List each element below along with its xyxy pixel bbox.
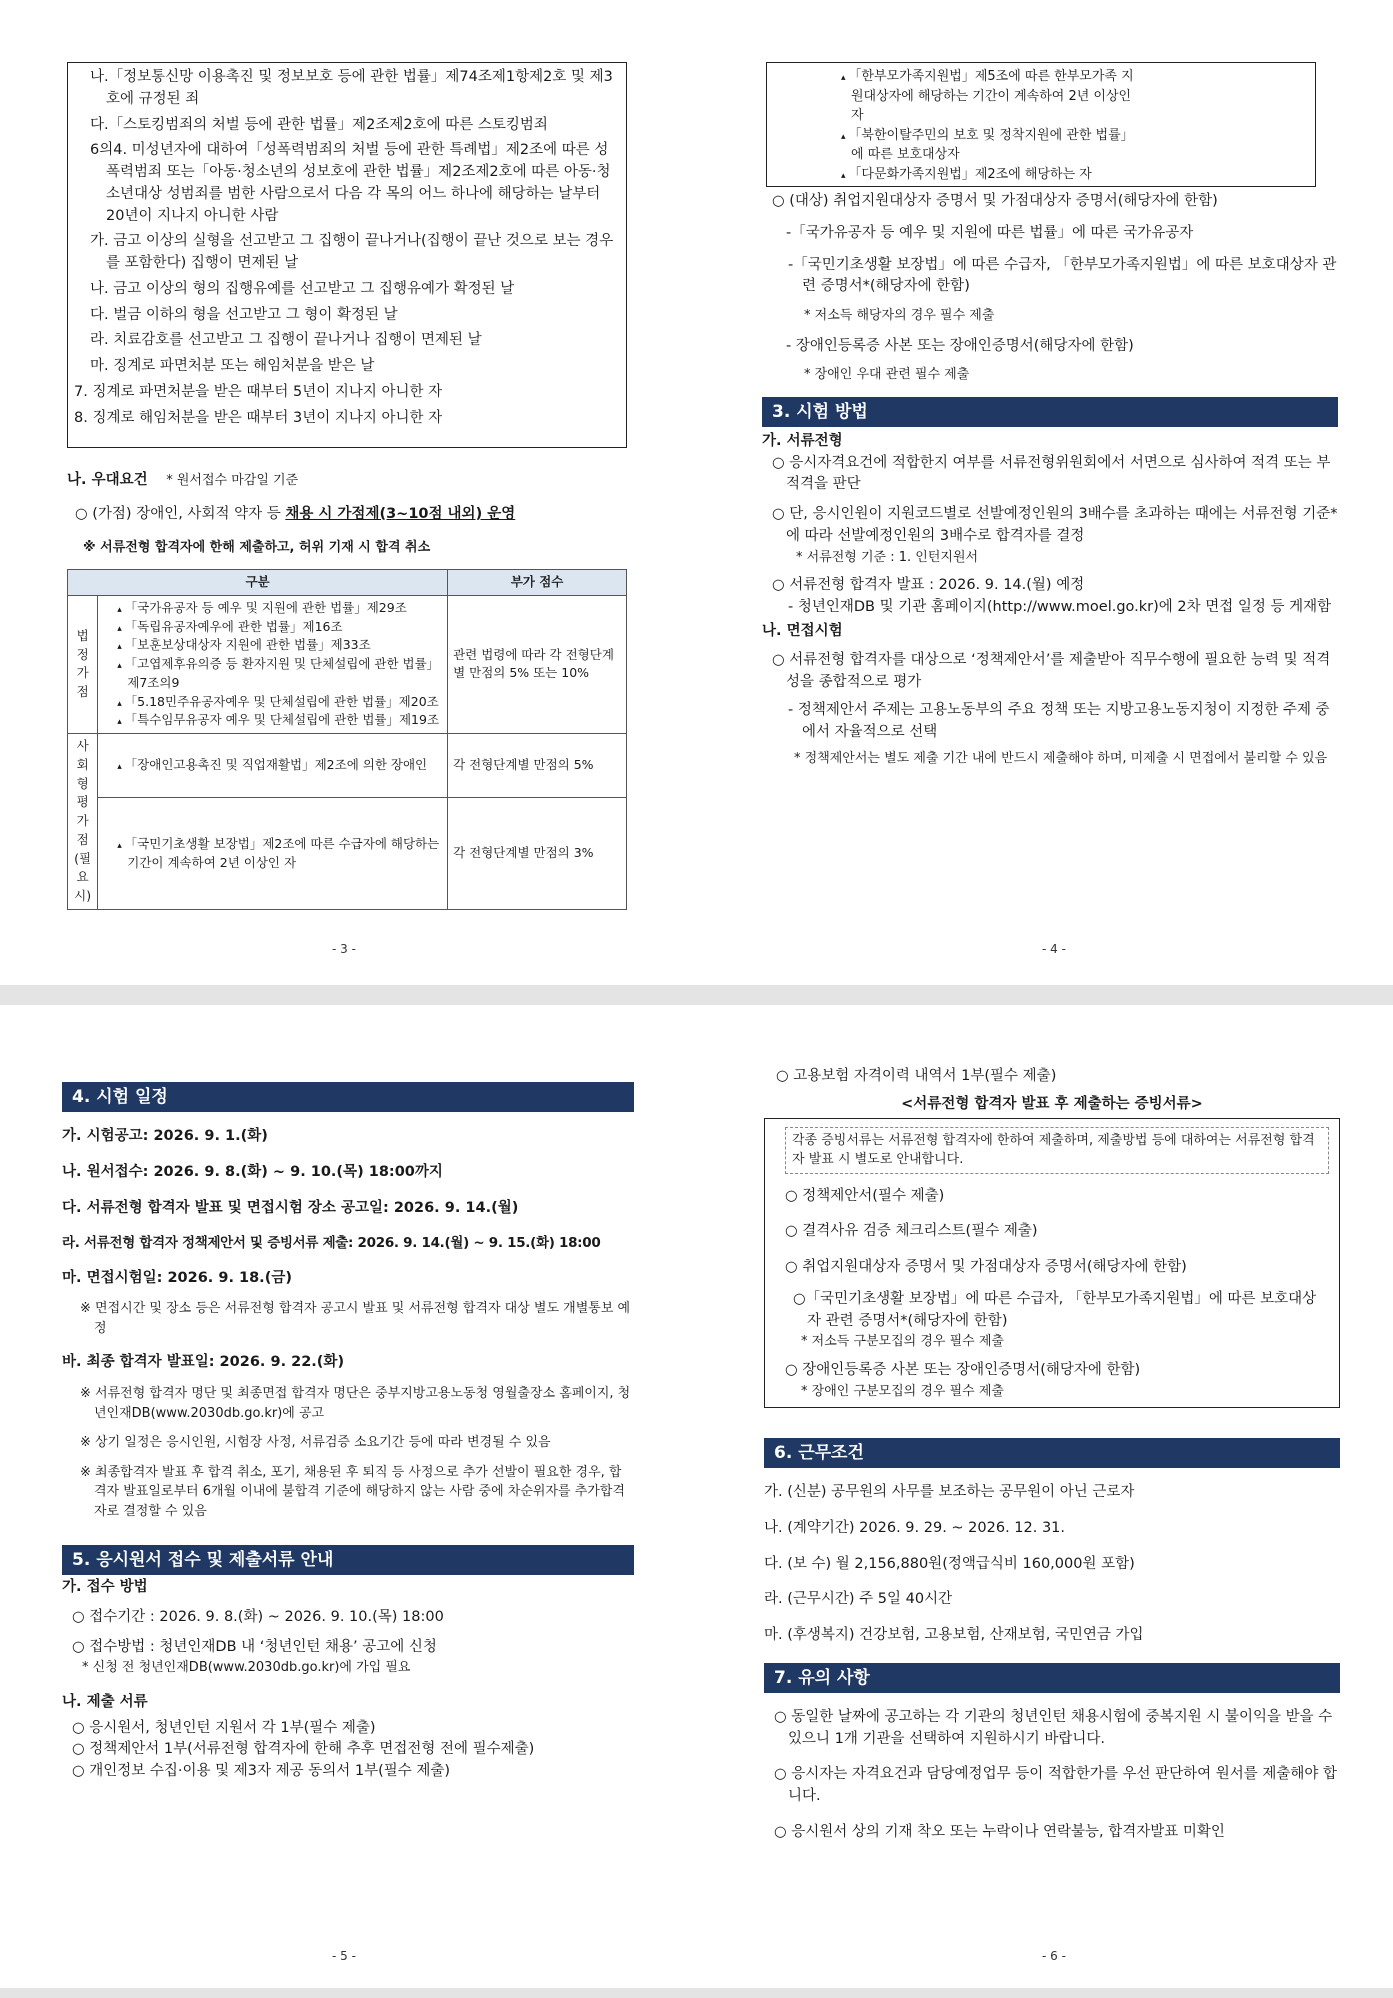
preference-warning: ※ 서류전형 합격자에 한해 제출하고, 허위 기재 시 합격 취소 (83, 539, 431, 555)
subsection-heading: 나. 면접시험 (762, 622, 843, 639)
list-note: * 서류전형 기준 : 1. 인턴지원서 (796, 549, 979, 565)
evidence-box-title: <서류전형 합격자 발표 후 제출하는 증빙서류> (901, 1095, 1203, 1112)
disqualification-box (67, 62, 627, 448)
schedule-item: 가. 시험공고: 2026. 9. 1.(화) (62, 1128, 268, 1144)
schedule-item: 마. 면접시험일: 2026. 9. 18.(금) (62, 1269, 292, 1286)
target-note: * 장애인 우대 관련 필수 제출 (804, 367, 970, 383)
schedule-item: 나. 원서접수: 2026. 9. 8.(화) ~ 9. 10.(목) 18:00까지 (62, 1163, 443, 1180)
table-row (68, 798, 627, 909)
section-title: 3. 시험 방법 (762, 397, 1338, 427)
social-item-cell (98, 734, 448, 798)
social-item: ▴ 「국민기초생활 보장법」제2조에 따른 수급자에 해당하는 기간이 계속하여 2년 이상인 자 (117, 835, 442, 873)
legal-item: ▴ 「독립유공자예우에 관한 법률」제16조 (117, 618, 442, 637)
section-title: 4. 시험 일정 (62, 1082, 634, 1112)
evidence-note: * 장애인 구분모집의 경우 필수 제출 (801, 1383, 1004, 1399)
list-item: ○ 접수방법 : 청년인재DB 내 ‘청년인턴 채용’ 공고에 신청 (72, 1638, 437, 1655)
box-item: 6의4. 미성년자에 대하여「성폭력범죄의 처벌 등에 관한 특례법」제2조에 따른 성폭력범죄 또는「아동·청소년의 성보호에 관한 법률」제2조제2호에 따른 아동·청소년대상 성범죄를 범한 사람으로서 다음 각 목의 어느 하나에 해당하는 날부터 20년이 지나지 아니한 사람 (90, 142, 611, 224)
legal-item: ▴ 「특수임무유공자 예우 및 단체설립에 관한 법률」제19조 (117, 711, 442, 730)
list-item: ○ 응시원서, 청년인턴 지원서 각 1부(필수 제출) (72, 1719, 376, 1736)
subsection-heading: 나. 제출 서류 (62, 1693, 148, 1710)
social-points: 각 전형단계별 만점의 3% (448, 798, 627, 909)
evidence-item: ○ 장애인등록증 사본 또는 장애인증명서(해당자에 한함) (785, 1361, 1141, 1378)
condition-item: 마. (후생복지) 건강보험, 고용보험, 산재보험, 국민연금 가입 (764, 1627, 1144, 1643)
list-item: ○ 단, 응시인원이 지원코드별로 선발예정인원의 3배수를 초과하는 때에는 서류전형 기준*에 따라 선발예정인원의 3배수로 합격자를 결정 (772, 506, 1338, 544)
list-item: ○ 서류전형 합격자를 대상으로 ‘정책제안서’를 제출받아 직무수행에 필요한 능력 및 적격성을 종합적으로 평가 (772, 652, 1331, 690)
schedule-note: ※ 서류전형 합격자 명단 및 최종면접 합격자 명단은 중부지방고용노동청 영월출장소 홈페이지, 청년인재DB(www.2030db.go.kr)에 공고 (80, 1386, 631, 1421)
list-item: - 정책제안서 주제는 고용노동부의 주요 정책 또는 지방고용노동지청이 지정한 주제 중에서 자율적으로 선택 (788, 701, 1330, 740)
target-sub: -「국민기초생활 보장법」에 따른 수급자, 「한부모가족지원법」에 따른 보호대상자 관련 증명서*(해당자에 한함) (788, 256, 1337, 295)
target-item: ▴ 「북한이탈주민의 보호 및 정착지원에 관한 법률」에 따른 보호대상자 (841, 126, 1141, 165)
list-item: ○ 정책제안서 1부(서류전형 합격자에 한해 추후 면접전형 전에 필수제출) (72, 1741, 535, 1758)
box-item: 가. 금고 이상의 실형을 선고받고 그 집행이 끝나거나(집행이 끝난 것으로 보는 경우를 포함한다) 집행이 면제된 날 (90, 233, 614, 271)
page-4 (762, 62, 1338, 769)
header-points: 부가 점수 (448, 570, 627, 596)
list-item: ○ 서류전형 합격자 발표 : 2026. 9. 14.(월) 예정 (772, 577, 1085, 593)
evidence-box (764, 1118, 1340, 1409)
section-title: 6. 근무조건 (764, 1438, 1340, 1468)
box-item: 나.「정보통신망 이용촉진 및 정보보호 등에 관한 법률」제74조제1항제2호 및 제3호에 규정된 죄 (90, 69, 613, 107)
social-item: ▴ 「장애인고용촉진 및 직업재활법」제2조에 의한 장애인 (117, 756, 442, 775)
evidence-item: ○ 정책제안서(필수 제출) (785, 1187, 945, 1204)
evidence-note: * 저소득 구분모집의 경우 필수 제출 (801, 1334, 1004, 1350)
caution-item: ○ 응시원서 상의 기재 착오 또는 누락이나 연락불능, 합격자발표 미확인 (774, 1823, 1225, 1840)
box-item: 라. 치료감호를 선고받고 그 집행이 끝나거나 집행이 면제된 날 (90, 332, 482, 349)
schedule-note: ※ 상기 일정은 응시인원, 시험장 사정, 서류검증 소요기간 등에 따라 변경될 수 있음 (80, 1435, 551, 1450)
preference-note: * 원서접수 마감일 기준 (166, 473, 299, 488)
schedule-item: 다. 서류전형 합격자 발표 및 면접시험 장소 공고일: 2026. 9. 14.(월) (62, 1199, 519, 1216)
box-item: 나. 금고 이상의 형의 집행유예를 선고받고 그 집행유예가 확정된 날 (90, 280, 515, 297)
header-category: 구분 (68, 570, 448, 596)
box-item: 마. 징계로 파면처분 또는 해임처분을 받은 날 (90, 358, 375, 374)
preference-bullet (67, 504, 627, 526)
legal-label: 법정 가점 (68, 595, 98, 733)
page-3 (67, 62, 627, 910)
evidence-item: ○ 결격사유 검증 체크리스트(필수 제출) (785, 1223, 1038, 1240)
legal-points: 관련 법령에 따라 각 전형단계 별 만점의 5% 또는 10% (448, 595, 627, 733)
page-bottom-separator (0, 1988, 1393, 1998)
schedule-note: ※ 최종합격자 발표 후 합격 취소, 포기, 채용된 후 퇴직 등 사정으로 추가 선발이 필요한 경우, 합격자 발표일로부터 6개월 이내에 불합격 기준에 해당하지 않는 사람 중에 차순위자를 추가합격자로 결정할 수 있음 (80, 1464, 625, 1519)
preference-heading (67, 470, 627, 492)
evidence-notice: 각종 증빙서류는 서류전형 합격자에 한하여 제출하며, 제출방법 등에 대하여는 서류전형 합격자 발표 시 별도로 안내합니다. (785, 1127, 1329, 1174)
list-item: ○ 응시자격요건에 적합한지 여부를 서류전형위원회에서 서면으로 심사하여 적격 또는 부적격을 판단 (772, 454, 1331, 493)
page-5 (62, 1082, 634, 1783)
section-title: 7. 유의 사항 (764, 1663, 1340, 1693)
page-6 (764, 1066, 1340, 1844)
section-title: 5. 응시원서 접수 및 제출서류 안내 (62, 1545, 634, 1575)
table-row (68, 734, 627, 798)
target-continuation-box (766, 62, 1316, 187)
target-line: ○ (대상) 취업지원대상자 증명서 및 가점대상자 증명서(해당자에 한함) (772, 193, 1218, 209)
list-item: ○ 개인정보 수집·이용 및 제3자 제공 동의서 1부(필수 제출) (72, 1763, 451, 1779)
target-item: ▴ 「한부모가족지원법」제5조에 따른 한부모가족 지원대상자에 해당하는 기간이 계속하여 2년 이상인 자 (841, 67, 1141, 126)
condition-item: 다. (보 수) 월 2,156,880원(정액급식비 160,000원 포함) (764, 1555, 1135, 1572)
table-header-row (68, 570, 627, 596)
preference-bullet-underlined: 채용 시 가점제(3~10점 내외) 운영 (285, 505, 516, 522)
subsection-heading: 가. 접수 방법 (62, 1579, 148, 1595)
page-number-5: - 5 - (332, 1949, 356, 1963)
page-number-4: - 4 - (1042, 942, 1066, 956)
target-sub: - 장애인등록증 사본 또는 장애인증명서(해당자에 한함) (786, 337, 1134, 354)
legal-item: ▴ 「국가유공자 등 예우 및 지원에 관한 법률」제29조 (117, 599, 442, 618)
box-item: 7. 징계로 파면처분을 받은 때부터 5년이 지나지 아니한 자 (74, 383, 443, 400)
schedule-note: ※ 면접시간 및 장소 등은 서류전형 합격자 공고시 발표 및 서류전형 합격자 대상 별도 개별통보 예정 (80, 1301, 631, 1336)
target-sub: -「국가유공자 등 예우 및 지원에 따른 법률」에 따른 국가유공자 (786, 224, 1194, 241)
page-number-6: - 6 - (1042, 1949, 1066, 1963)
social-item-cell (98, 798, 448, 909)
box-item: 다.「스토킹범죄의 처벌 등에 관한 법률」제2조제2호에 따른 스토킹범죄 (90, 116, 548, 133)
preference-title: 나. 우대요건 (67, 472, 148, 488)
legal-item: ▴ 「5.18민주유공자예우 및 단체설립에 관한 법률」제20조 (117, 693, 442, 712)
social-label: 사회 형평 가점 (필요시) (68, 734, 98, 910)
table-row (68, 595, 627, 733)
box-item: 8. 징계로 해임처분을 받은 때부터 3년이 지나지 아니한 자 (74, 409, 443, 426)
legal-items-cell (98, 595, 448, 733)
list-item: ○ 접수기간 : 2026. 9. 8.(화) ~ 2026. 9. 10.(목) 18:00 (72, 1608, 444, 1625)
social-points: 각 전형단계별 만점의 5% (448, 734, 627, 798)
legal-item: ▴ 「보훈보상대상자 지원에 관한 법률」제33조 (117, 636, 442, 655)
subsection-heading: 가. 서류전형 (762, 432, 843, 449)
schedule-item: 바. 최종 합격자 발표일: 2026. 9. 22.(화) (62, 1354, 345, 1371)
condition-item: 나. (계약기간) 2026. 9. 29. ~ 2026. 12. 31. (764, 1519, 1066, 1536)
caution-item: ○ 응시자는 자격요건과 담당예정업무 등이 적합한가를 우선 판단하여 원서를 제출해야 합니다. (774, 1766, 1337, 1804)
target-item: ▴ 「다문화가족지원법」제2조에 해당하는 자 (841, 165, 1141, 185)
page-number-3: - 3 - (332, 942, 356, 956)
evidence-item: ○「국민기초생활 보장법」에 따른 수급자, 「한부모가족지원법」에 따른 보호대상자 관련 증명서*(해당자에 한함) (793, 1290, 1317, 1329)
list-item: - 청년인재DB 및 기관 홈페이지(http://www.moel.go.kr)에 2차 면접 일정 등 게재함 (788, 598, 1332, 615)
box-item: 다. 벌금 이하의 형을 선고받고 그 형이 확정된 날 (90, 306, 398, 323)
legal-item: ▴ 「고엽제후유의증 등 환자지원 및 단체설립에 관한 법률」제7조의9 (117, 655, 442, 693)
condition-item: 라. (근무시간) 주 5일 40시간 (764, 1591, 953, 1608)
condition-item: 가. (신분) 공무원의 사무를 보조하는 공무원이 아닌 근로자 (764, 1484, 1135, 1500)
schedule-item: 라. 서류전형 합격자 정책제안서 및 증빙서류 제출: 2026. 9. 14.(월) ~ 9. 15.(화) 18:00 (62, 1235, 601, 1252)
preference-bullet-text: ○ (가점) 장애인, 사회적 약자 등 (75, 505, 286, 522)
insurance-item: ○ 고용보험 자격이력 내역서 1부(필수 제출) (776, 1068, 1057, 1084)
list-note: * 정책제안서는 별도 제출 기간 내에 반드시 제출해야 하며, 미제출 시 면접에서 불리할 수 있음 (794, 751, 1328, 767)
bonus-points-table (67, 569, 627, 910)
target-note: * 저소득 해당자의 경우 필수 제출 (804, 308, 995, 323)
caution-item: ○ 동일한 날짜에 공고하는 각 기관의 청년인턴 채용시험에 중복지원 시 불이익을 받을 수 있으니 1개 기관을 선택하여 지원하시기 바랍니다. (774, 1708, 1333, 1747)
page-separator (0, 985, 1393, 1005)
evidence-item: ○ 취업지원대상자 증명서 및 가점대상자 증명서(해당자에 한함) (785, 1259, 1187, 1275)
list-note: * 신청 전 청년인재DB(www.2030db.go.kr)에 가입 필요 (82, 1660, 411, 1676)
